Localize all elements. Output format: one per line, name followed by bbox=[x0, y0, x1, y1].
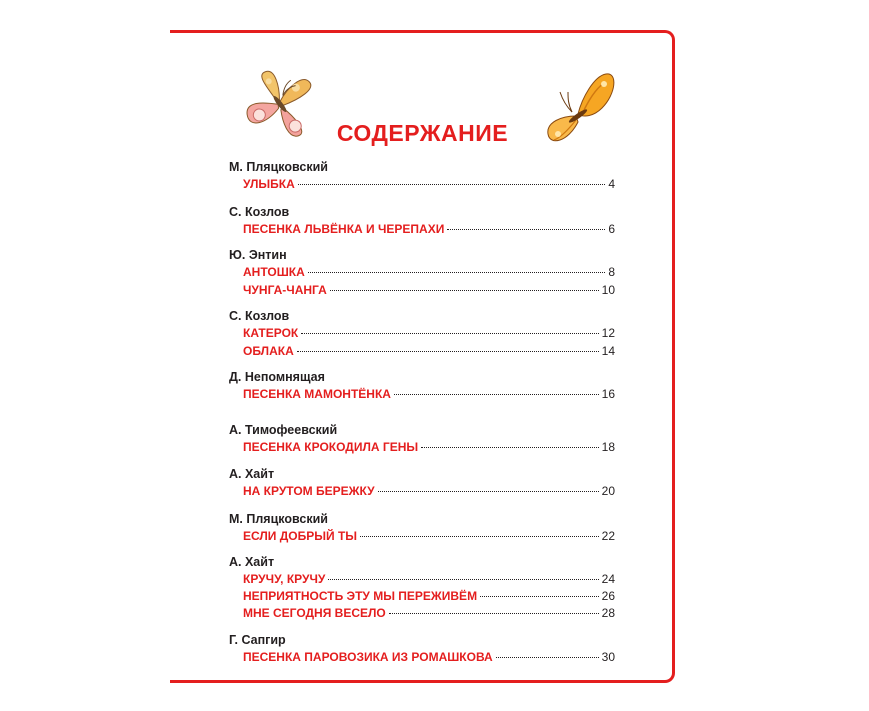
toc-entry-page: 26 bbox=[601, 589, 615, 603]
toc-entry-title: КРУЧУ, КРУЧУ bbox=[243, 572, 326, 586]
toc-entry[interactable] bbox=[243, 222, 615, 238]
author-name: С. Козлов bbox=[229, 205, 290, 219]
toc-entry-page: 4 bbox=[608, 177, 615, 191]
toc-entry[interactable] bbox=[243, 650, 615, 666]
toc-entry-title: УЛЫБКА bbox=[243, 177, 295, 191]
author-name: С. Козлов bbox=[229, 309, 290, 323]
author-name: Ю. Энтин bbox=[229, 248, 287, 262]
author-name: А. Хайт bbox=[229, 467, 275, 481]
author-name: Г. Сапгир bbox=[229, 633, 286, 647]
toc-entry[interactable] bbox=[243, 529, 615, 545]
toc-entry-page: 20 bbox=[601, 484, 615, 498]
toc-entry[interactable] bbox=[243, 265, 615, 281]
toc-entry-title: ОБЛАКА bbox=[243, 344, 294, 358]
toc-entry-page: 18 bbox=[601, 440, 615, 454]
dot-leader bbox=[328, 579, 598, 580]
toc-entry[interactable] bbox=[243, 484, 615, 500]
toc-entry-title: ПЕСЕНКА ПАРОВОЗИКА ИЗ РОМАШКОВА bbox=[243, 650, 493, 664]
dot-leader bbox=[480, 596, 599, 597]
toc-entry-page: 30 bbox=[601, 650, 615, 664]
dot-leader bbox=[394, 394, 599, 395]
toc-entry[interactable] bbox=[243, 387, 615, 403]
toc-entry-title: ПЕСЕНКА ЛЬВЁНКА И ЧЕРЕПАХИ bbox=[243, 222, 445, 236]
toc-entry-page: 12 bbox=[601, 326, 615, 340]
author-name: М. Пляцковский bbox=[229, 160, 328, 174]
author-name: М. Пляцковский bbox=[229, 512, 328, 526]
dot-leader bbox=[298, 184, 606, 185]
toc-entry-title: КАТЕРОК bbox=[243, 326, 299, 340]
toc-entry-page: 6 bbox=[608, 222, 615, 236]
page-title: СОДЕРЖАНИЕ bbox=[336, 120, 509, 146]
toc-entry-page: 22 bbox=[601, 529, 615, 543]
dot-leader bbox=[378, 491, 599, 492]
toc-entry-page: 10 bbox=[601, 283, 615, 297]
author-name: А. Тимофеевский bbox=[229, 423, 338, 437]
dot-leader bbox=[421, 447, 599, 448]
toc-entry[interactable] bbox=[243, 440, 615, 456]
toc-entry[interactable] bbox=[243, 606, 615, 622]
toc-entry-title: АНТОШКА bbox=[243, 265, 305, 279]
toc-entry-title: НЕПРИЯТНОСТЬ ЭТУ МЫ ПЕРЕЖИВЁМ bbox=[243, 589, 478, 603]
toc-entry-page: 8 bbox=[608, 265, 615, 279]
dot-leader bbox=[496, 657, 599, 658]
toc-entry[interactable] bbox=[243, 326, 615, 342]
toc-entry-title: ПЕСЕНКА МАМОНТЁНКА bbox=[243, 387, 391, 401]
dot-leader bbox=[360, 536, 599, 537]
toc-entry[interactable] bbox=[243, 177, 615, 193]
toc-entry-page: 16 bbox=[601, 387, 615, 401]
dot-leader bbox=[297, 351, 599, 352]
dot-leader bbox=[301, 333, 598, 334]
dot-leader bbox=[447, 229, 605, 230]
toc-entry-page: 24 bbox=[601, 572, 615, 586]
toc-entry[interactable] bbox=[243, 344, 615, 360]
toc-entry[interactable] bbox=[243, 589, 615, 605]
author-name: Д. Непомнящая bbox=[229, 370, 325, 384]
dot-leader bbox=[330, 290, 599, 291]
author-name: А. Хайт bbox=[229, 555, 275, 569]
toc-entry-title: ЧУНГА-ЧАНГА bbox=[243, 283, 327, 297]
toc-entry-title: ПЕСЕНКА КРОКОДИЛА ГЕНЫ bbox=[243, 440, 419, 454]
toc-entry-page: 28 bbox=[601, 606, 615, 620]
dot-leader bbox=[308, 272, 606, 273]
toc-entry[interactable] bbox=[243, 283, 615, 299]
toc-entry-title: МНЕ СЕГОДНЯ ВЕСЕЛО bbox=[243, 606, 386, 620]
toc-entry-page: 14 bbox=[601, 344, 615, 358]
toc-entry-title: НА КРУТОМ БЕРЕЖКУ bbox=[243, 484, 375, 498]
toc-entry-title: ЕСЛИ ДОБРЫЙ ТЫ bbox=[243, 529, 358, 543]
toc-entry[interactable] bbox=[243, 572, 615, 588]
dot-leader bbox=[389, 613, 599, 614]
